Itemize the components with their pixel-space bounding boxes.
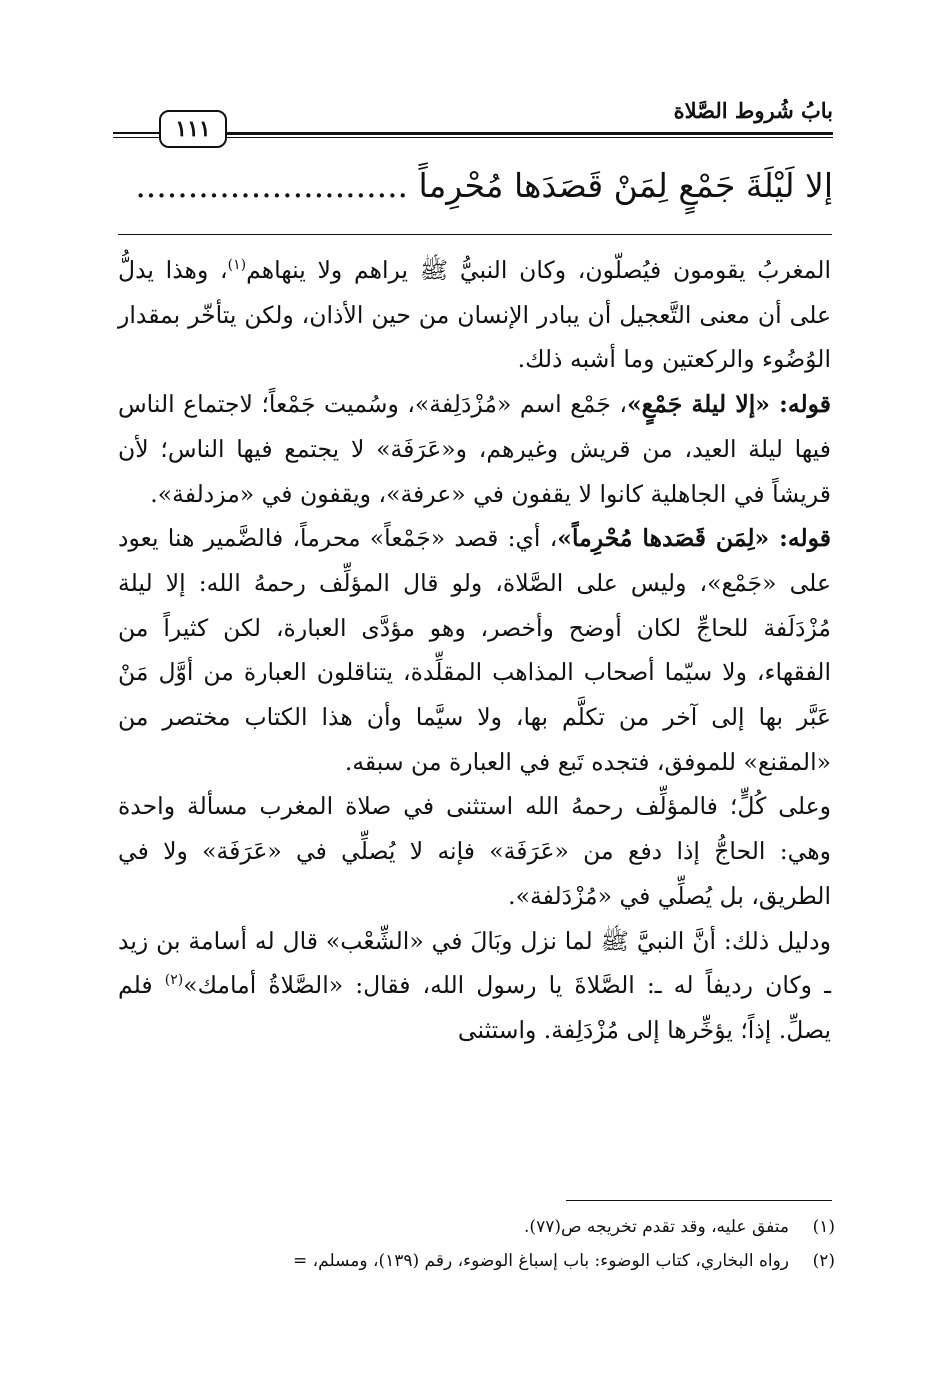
footnote: [110, 1244, 835, 1278]
text-run: ، أي: قصد «جَمْعاً» محرماً، فالضَّمير هنا يعود على «جَمْع»، وليس على الصَّلاة، ولو قال المؤلِّف رحمهُ الله: إلا ليلة مُزْدَلَفة للحاجِّ لكان أوضح وأخصر، وهو مؤدَّى العبارة، لكن كثيراً من الفقهاء، ولا سيّما أصحاب المذاهب المقلِّدة، يتناقلون العبارة من أوَّل مَنْ عَبَّر بها إلى آخر من تكلَّم بها، ولا سيَّما وأن هذا الكتاب مختصر من «المقنع» للموفق، فتجده تَبع في العبارة من سبقه.: [118, 524, 831, 776]
text-run: المغربُ يقومون فيُصلّون، وكان النبيُّ ﷺ يراهم ولا ينهاهم: [246, 256, 831, 284]
page-header: [113, 92, 833, 152]
paragraph: [118, 248, 831, 382]
footnote-text: متفق عليه، وقد تقدم تخريجه ص(٧٧).: [524, 1217, 789, 1237]
chapter-title: بابُ شُروط الصَّلاة: [673, 98, 833, 123]
text-run: ، وهذا يدلُّ على أن معنى التَّعجيل أن يبادر الإنسان من حين الأذان، ولكن يتأخّر بمقدار الوُضُوء والركعتين وما أشبه ذلك.: [118, 256, 831, 374]
header-rule-left-thin: [113, 137, 159, 138]
text-run: ، جَمْع اسم «مُزْدَلِفة»، وسُميت جَمْعاً؛ لاجتماع الناس فيها ليلة العيد، من قريش وغيرهم، و«عَرَفَة» لا يجتمع فيها الناس؛ لأن قريشاً في الجاهلية كانوا لا يقفون في «عرفة»، ويقفون في «مزدلفة».: [118, 390, 831, 508]
header-rule-right: [225, 132, 833, 135]
footnotes: [110, 1210, 835, 1278]
quoted-keyword: قوله: «إلا ليلة جَمْعٍ»: [626, 390, 831, 419]
footnote-text: رواه البخاري، كتاب الوضوء: باب إسباغ الوضوء، رقم (١٣٩)، ومسلم، =: [293, 1251, 789, 1271]
text-run: ودليل ذلك: أنَّ النبيَّ ﷺ لما نزل وبَالَ في «الشِّعْب» قال له أسامة بن زيد ـ وكان رديفاً له ـ: الصَّلاةَ يا رسول الله، فقال: «الصَّلاةُ أمامك»: [118, 926, 831, 1000]
matn-text: إلا لَيْلَةَ جَمْعٍ لِمَنْ قَصَدَها مُحْرِماً ..........................: [135, 166, 833, 205]
header-rule-right-thin: [225, 137, 833, 138]
header-rule-left: [113, 132, 159, 134]
quoted-keyword: قوله: «لِمَن قَصَدها مُحْرِماً»: [557, 524, 831, 553]
page-number: ١١١: [159, 110, 227, 148]
footnote-marker: (٢): [164, 972, 184, 989]
paragraph: [118, 784, 831, 918]
footnote-divider: [566, 1200, 832, 1201]
footnote: [110, 1210, 835, 1244]
paragraph: [118, 919, 831, 1053]
matn-divider: [118, 234, 832, 235]
text-run: وعلى كُلٍّ؛ فالمؤلِّف رحمهُ الله استثنى في صلاة المغرب مسألة واحدة وهي: الحاجُّ إذا دفع من «عَرَفَة» فإنه لا يُصلِّي في «عَرَفَة» ولا في الطريق، بل يُصلِّي في «مُزْدَلفة».: [118, 792, 831, 910]
paragraph: [118, 516, 831, 784]
text-run: فلم يصلِّ. إذاً؛ يؤخِّرها إلى مُزْدَلِفة. واستثنى: [118, 971, 831, 1044]
commentary-body: [118, 248, 831, 1053]
paragraph: [118, 382, 831, 516]
footnote-number: (٢): [812, 1251, 835, 1271]
footnote-marker: (١): [227, 257, 247, 274]
footnote-number: (١): [812, 1217, 835, 1237]
